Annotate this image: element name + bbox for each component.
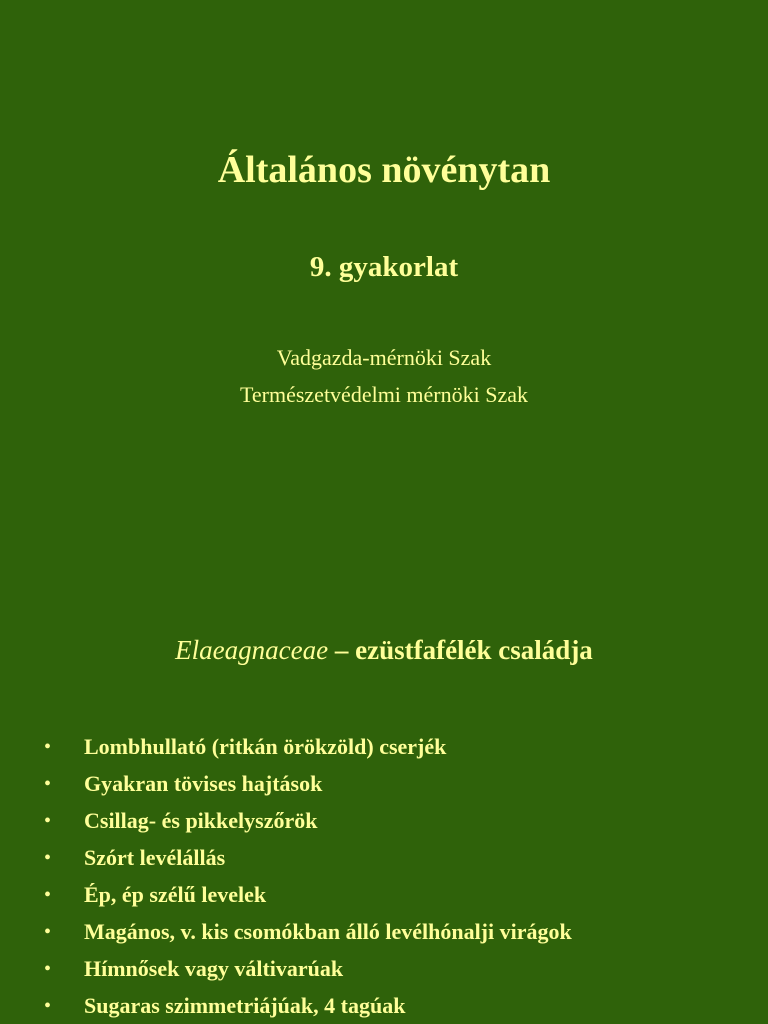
bullet-icon: • bbox=[44, 847, 52, 869]
list-item bbox=[0, 805, 768, 842]
list-item bbox=[0, 879, 768, 916]
slide-title: Általános növénytan bbox=[217, 149, 551, 191]
list-item bbox=[0, 731, 768, 768]
list-item-text: Lombhullató (ritkán örökzöld) cserjék bbox=[84, 734, 447, 759]
family-latin-name: Elaeagnaceae bbox=[175, 635, 329, 665]
bullet-icon: • bbox=[44, 995, 52, 1017]
list-item-text: Hímnősek vagy váltivarúak bbox=[84, 956, 344, 981]
family-hungarian-name: ezüstfafélék családja bbox=[355, 635, 593, 665]
bullet-icon: • bbox=[44, 958, 52, 980]
list-item bbox=[0, 768, 768, 805]
slide-subtitle: 9. gyakorlat bbox=[309, 251, 459, 283]
list-item-text: Csillag- és pikkelyszőrök bbox=[84, 808, 318, 833]
program-line-1: Vadgazda-mérnöki Szak bbox=[276, 345, 492, 370]
bullet-icon: • bbox=[44, 736, 52, 758]
list-item bbox=[0, 842, 768, 879]
program-line-2: Természetvédelmi mérnöki Szak bbox=[239, 382, 529, 407]
list-item-text: Magános, v. kis csomókban álló levélhónalji virágok bbox=[84, 919, 572, 944]
bullet-icon: • bbox=[44, 773, 52, 795]
bullet-icon: • bbox=[44, 810, 52, 832]
list-item bbox=[0, 953, 768, 990]
feature-list bbox=[0, 731, 768, 1024]
list-item bbox=[0, 990, 768, 1024]
list-item-text: Sugaras szimmetriájúak, 4 tagúak bbox=[84, 993, 406, 1018]
list-item-text: Gyakran tövises hajtások bbox=[84, 771, 323, 796]
list-item-text: Szórt levélállás bbox=[84, 845, 226, 870]
list-item-text: Ép, ép szélű levelek bbox=[84, 882, 267, 907]
family-heading bbox=[0, 632, 768, 668]
bullet-icon: • bbox=[44, 884, 52, 906]
family-separator: – bbox=[328, 635, 356, 665]
bullet-icon: • bbox=[44, 921, 52, 943]
list-item bbox=[0, 916, 768, 953]
